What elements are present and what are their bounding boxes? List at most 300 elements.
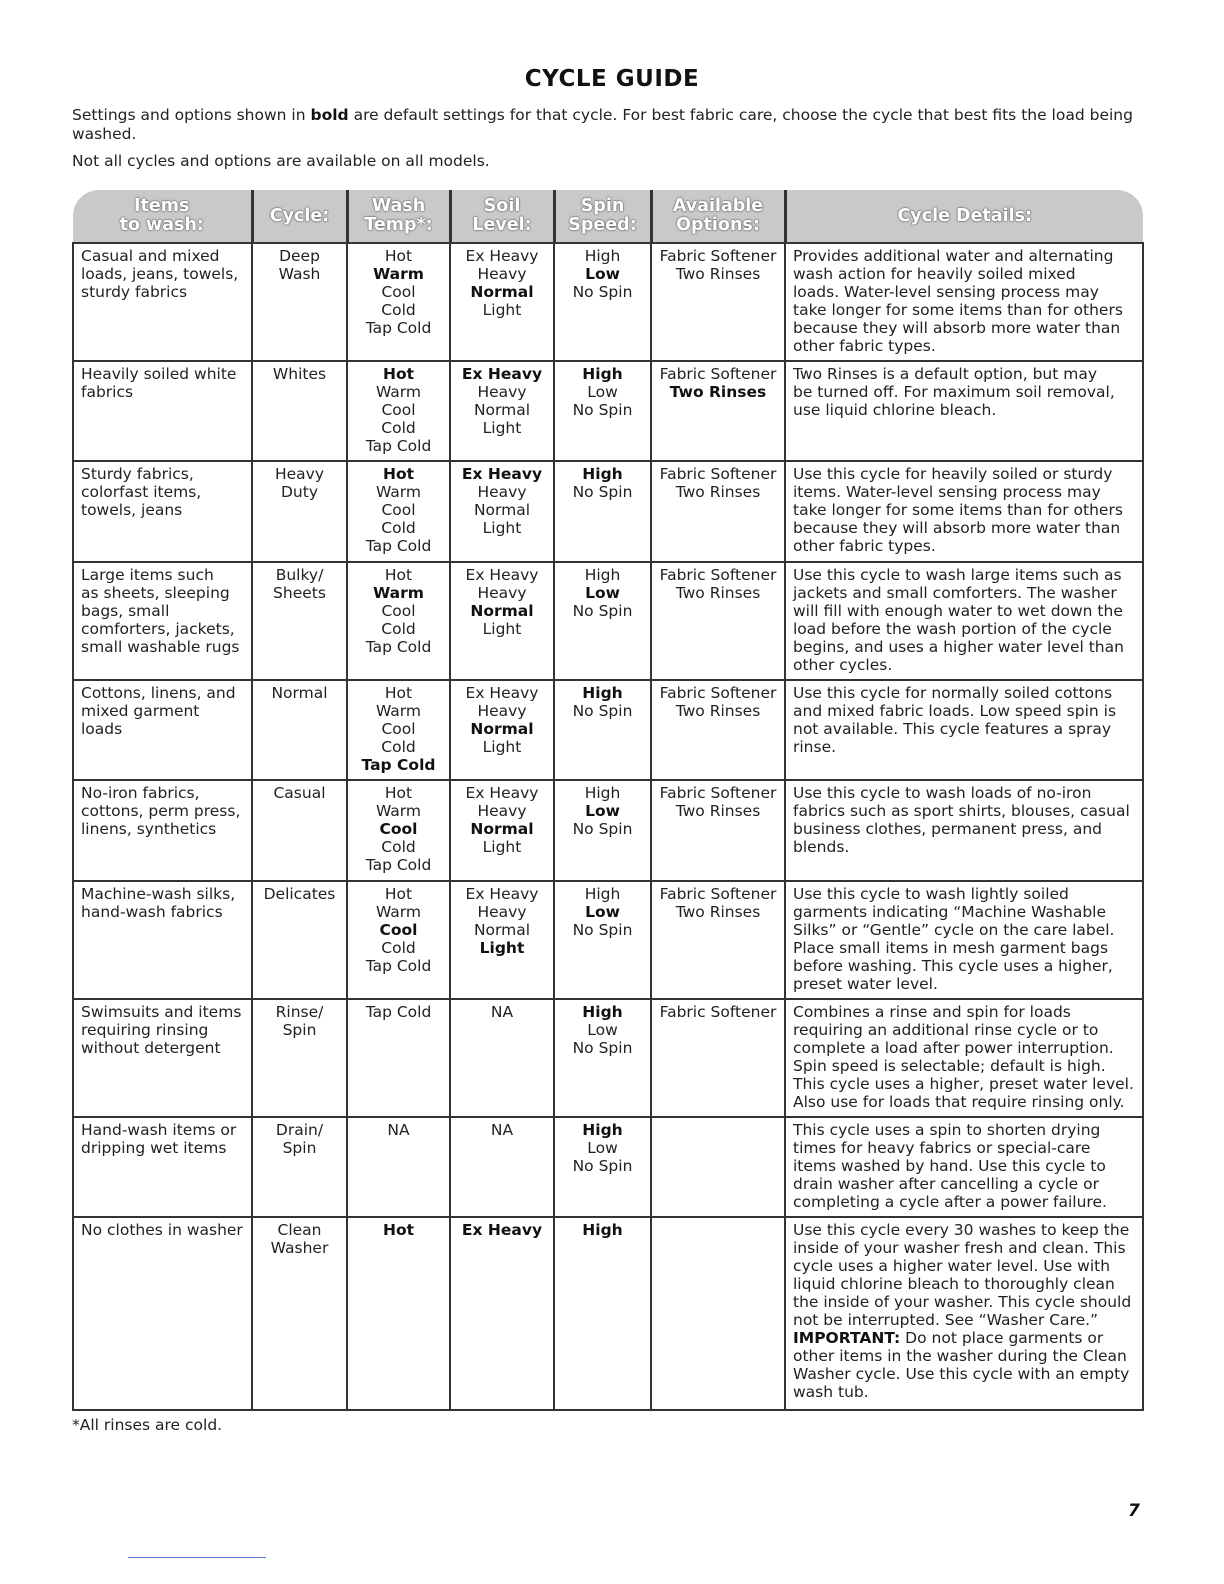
spin-speed-value: No Spin	[572, 1039, 633, 1057]
table-row	[73, 461, 1143, 562]
spin-speed-value: No Spin	[572, 702, 633, 720]
spin-speed-cell	[554, 243, 651, 361]
wash-temp-value: Tap Cold	[365, 319, 432, 337]
items-value: linens, synthetics	[81, 820, 217, 838]
cycle-guide-table-wrapper	[72, 190, 1142, 1411]
soil-level-value: Heavy	[477, 383, 527, 401]
soil-level-value: Light	[482, 301, 522, 319]
wash-temp-value: Cool	[381, 401, 416, 419]
cycle-details-value: because they will absorb more water than	[793, 519, 1121, 537]
important-text-value: wash tub.	[793, 1383, 869, 1401]
wash-temp-cell	[347, 881, 450, 999]
header-soil-level	[450, 190, 554, 243]
soil-level-value: Heavy	[477, 702, 527, 720]
spin-speed-cell	[554, 680, 651, 780]
spin-speed-value: Low	[587, 1021, 618, 1039]
soil-level-value: Light	[482, 838, 522, 856]
cycle-details-value: Use this cycle for heavily soiled or sturdy	[793, 465, 1113, 483]
available-options-value: Two Rinses	[675, 903, 761, 921]
header-line: Level:	[472, 215, 532, 235]
cycle-value: Delicates	[263, 885, 336, 903]
cycle-details-value: other cycles.	[793, 656, 893, 674]
cycle-value: Washer	[270, 1239, 329, 1257]
items-cell	[73, 999, 252, 1117]
wash-temp-value: Tap Cold	[365, 638, 432, 656]
spin-speed-value: No Spin	[572, 921, 633, 939]
soil-level-value: Ex Heavy	[465, 885, 539, 903]
soil-level-value: Heavy	[477, 265, 527, 283]
available-options-cell	[651, 999, 785, 1117]
header-line: to wash:	[119, 215, 204, 235]
soil-level-cell	[450, 243, 554, 361]
header-line: Soil	[483, 196, 521, 216]
available-options-value: Fabric Softener	[659, 1003, 777, 1021]
soil-level-cell	[450, 361, 554, 461]
header-line: Items	[134, 196, 190, 216]
header-cycle-details	[785, 190, 1143, 243]
items-cell	[73, 361, 252, 461]
items-cell	[73, 461, 252, 562]
cycle-details-value: the inside of your washer. This cycle should	[793, 1293, 1132, 1311]
wash-temp-value: Cool	[379, 921, 418, 939]
items-value: comforters, jackets,	[81, 620, 235, 638]
spin-speed-value: Low	[585, 903, 620, 921]
wash-temp-value: Hot	[382, 365, 415, 383]
cycle-details-value: Use this cycle to wash large items such as	[793, 566, 1122, 584]
soil-level-value: NA	[490, 1121, 514, 1139]
available-options-cell	[651, 243, 785, 361]
wash-temp-value: Hot	[384, 684, 413, 702]
wash-temp-value: Hot	[382, 465, 415, 483]
footnote: *All rinses are cold.	[72, 1416, 223, 1434]
table-row	[73, 243, 1143, 361]
wash-temp-value: Hot	[384, 566, 413, 584]
items-cell	[73, 243, 252, 361]
spin-speed-value: High	[582, 1003, 623, 1021]
cycle-details-value: load before the wash portion of the cycle	[793, 620, 1112, 638]
header-line: Spin	[580, 196, 625, 216]
available-options-value: Fabric Softener	[659, 365, 777, 383]
header-line: Cycle Details:	[897, 205, 1033, 226]
available-options-cell	[651, 361, 785, 461]
cycle-details-value: inside of your washer fresh and clean. This	[793, 1239, 1126, 1257]
header-wash-temp	[347, 190, 450, 243]
wash-temp-value: Tap Cold	[365, 957, 432, 975]
cycle-details-value: garments indicating “Machine Washable	[793, 903, 1106, 921]
soil-level-value: Heavy	[477, 802, 527, 820]
cycle-cell	[252, 999, 347, 1117]
header-line: Cycle:	[269, 205, 330, 226]
cycle-details-value: This cycle uses a higher, preset water level.	[793, 1075, 1134, 1093]
items-value: bags, small	[81, 602, 170, 620]
soil-level-value: NA	[490, 1003, 514, 1021]
important-text-value: Washer cycle. Use this cycle with an empty	[793, 1365, 1130, 1383]
cycle-cell	[252, 1117, 347, 1217]
cycle-details-value: preset water level.	[793, 975, 938, 993]
spin-speed-value: High	[582, 365, 623, 383]
available-options-value: Fabric Softener	[659, 885, 777, 903]
spin-speed-value: High	[582, 1121, 623, 1139]
wash-temp-value: Hot	[384, 247, 413, 265]
wash-temp-value: Warm	[373, 584, 424, 602]
wash-temp-value: Cold	[381, 301, 416, 319]
cycle-details-value: Combines a rinse and spin for loads	[793, 1003, 1071, 1021]
cycle-details-value: not available. This cycle features a spray	[793, 720, 1112, 738]
cycle-details-cell	[785, 243, 1143, 361]
soil-level-value: Normal	[473, 501, 531, 519]
soil-level-cell	[450, 1117, 554, 1217]
cycle-value: Casual	[273, 784, 326, 802]
cycle-value: Sheets	[273, 584, 326, 602]
spin-speed-cell	[554, 780, 651, 881]
cycle-value: Normal	[271, 684, 328, 702]
spin-speed-value: No Spin	[572, 820, 633, 838]
cycle-details-value: Use this cycle to wash lightly soiled	[793, 885, 1069, 903]
wash-temp-value: Cold	[381, 519, 416, 537]
cycle-value: Spin	[282, 1021, 317, 1039]
important-note	[793, 1329, 1138, 1347]
soil-level-value: Ex Heavy	[461, 365, 543, 383]
items-value: fabrics	[81, 383, 134, 401]
spin-speed-value: High	[584, 247, 621, 265]
available-options-value: Fabric Softener	[659, 465, 777, 483]
spin-speed-value: Low	[587, 1139, 618, 1157]
items-value: colorfast items,	[81, 483, 202, 501]
intro-text-start: Settings and options shown in	[72, 106, 311, 124]
available-options-value: Fabric Softener	[659, 784, 777, 802]
available-options-cell	[651, 881, 785, 999]
cycle-details-cell	[785, 780, 1143, 881]
available-options-cell	[651, 1217, 785, 1410]
cycle-value: Clean	[277, 1221, 322, 1239]
soil-level-value: Heavy	[477, 903, 527, 921]
cycle-details-value: Also use for loads that require rinsing only.	[793, 1093, 1125, 1111]
intro-paragraph	[72, 106, 1147, 144]
cycle-cell	[252, 881, 347, 999]
items-value: towels, jeans	[81, 501, 183, 519]
wash-temp-cell	[347, 780, 450, 881]
available-options-cell	[651, 1117, 785, 1217]
spin-speed-value: High	[584, 566, 621, 584]
available-options-cell	[651, 680, 785, 780]
soil-level-cell	[450, 780, 554, 881]
wash-temp-value: NA	[387, 1121, 410, 1139]
wash-temp-value: Cool	[379, 820, 418, 838]
spin-speed-value: No Spin	[572, 283, 633, 301]
cycle-details-value: Two Rinses is a default option, but may	[793, 365, 1098, 383]
cycle-details-value: will fill with enough water to wet down the	[793, 602, 1123, 620]
spin-speed-value: Low	[585, 802, 620, 820]
soil-level-cell	[450, 999, 554, 1117]
cycle-details-cell	[785, 1117, 1143, 1217]
cycle-cell	[252, 1217, 347, 1410]
wash-temp-value: Cold	[381, 738, 416, 756]
items-cell	[73, 780, 252, 881]
soil-level-value: Ex Heavy	[461, 1221, 543, 1239]
items-value: No-iron fabrics,	[81, 784, 200, 802]
spin-speed-value: Low	[587, 383, 618, 401]
spin-speed-value: No Spin	[572, 602, 633, 620]
wash-temp-cell	[347, 562, 450, 680]
soil-level-value: Heavy	[477, 584, 527, 602]
header-line: Wash	[371, 196, 426, 216]
wash-temp-value: Warm	[375, 483, 422, 501]
wash-temp-cell	[347, 680, 450, 780]
cycle-details-value: be turned off. For maximum soil removal,	[793, 383, 1115, 401]
wash-temp-value: Cold	[381, 838, 416, 856]
cycle-value: Duty	[280, 483, 318, 501]
wash-temp-value: Cold	[381, 939, 416, 957]
spin-speed-value: High	[582, 465, 623, 483]
wash-temp-value: Warm	[375, 383, 422, 401]
table-row	[73, 1217, 1143, 1410]
cycle-details-value: drain washer after cancelling a cycle or	[793, 1175, 1099, 1193]
items-value: Sturdy fabrics,	[81, 465, 194, 483]
items-value: Large items such	[81, 566, 214, 584]
wash-temp-value: Tap Cold	[361, 756, 436, 774]
cycle-cell	[252, 461, 347, 562]
header-line: Available	[672, 196, 764, 216]
items-value: cottons, perm press,	[81, 802, 241, 820]
items-value: as sheets, sleeping	[81, 584, 230, 602]
spin-speed-value: High	[582, 1221, 623, 1239]
intro-text-end: are default settings for that cycle. For best fabric care, choose the cycle that best fits the load being washed.	[72, 106, 1133, 143]
items-cell	[73, 680, 252, 780]
soil-level-value: Ex Heavy	[465, 684, 539, 702]
wash-temp-value: Cold	[381, 620, 416, 638]
items-value: Swimsuits and items	[81, 1003, 242, 1021]
available-options-value: Fabric Softener	[659, 566, 777, 584]
items-value: requiring rinsing	[81, 1021, 209, 1039]
cycle-value: Drain/	[275, 1121, 324, 1139]
available-options-value: Two Rinses	[675, 802, 761, 820]
spin-speed-cell	[554, 361, 651, 461]
cycle-details-value: business clothes, permanent press, and	[793, 820, 1102, 838]
items-value: Casual and mixed	[81, 247, 220, 265]
soil-level-value: Normal	[473, 921, 531, 939]
spin-speed-cell	[554, 1217, 651, 1410]
spin-speed-cell	[554, 562, 651, 680]
wash-temp-cell	[347, 999, 450, 1117]
soil-level-value: Light	[482, 620, 522, 638]
cycle-details-value: times for heavy fabrics or special-care	[793, 1139, 1091, 1157]
cycle-details-value: Use this cycle to wash loads of no-iron	[793, 784, 1092, 802]
items-value: dripping wet items	[81, 1139, 227, 1157]
cycle-details-value: because they will absorb more water than	[793, 319, 1121, 337]
soil-level-value: Light	[482, 419, 522, 437]
items-value: sturdy fabrics	[81, 283, 188, 301]
cycle-details-value: and mixed fabric loads. Low speed spin is	[793, 702, 1117, 720]
table-row	[73, 562, 1143, 680]
available-options-cell	[651, 461, 785, 562]
cycle-details-value: completing a cycle after a power failure.	[793, 1193, 1107, 1211]
soil-level-value: Light	[479, 939, 525, 957]
cycle-details-value: loads. Water-level sensing process may	[793, 283, 1099, 301]
items-value: loads, jeans, towels,	[81, 265, 239, 283]
important-text: Do not place garments or	[900, 1329, 1104, 1347]
wash-temp-value: Warm	[375, 903, 422, 921]
wash-temp-value: Tap Cold	[365, 537, 432, 555]
soil-level-value: Heavy	[477, 483, 527, 501]
cycle-value: Wash	[278, 265, 321, 283]
table-row	[73, 361, 1143, 461]
cycle-details-value: requiring an additional rinse cycle or to	[793, 1021, 1099, 1039]
intro-bold-word: bold	[310, 106, 349, 124]
wash-temp-value: Tap Cold	[365, 1003, 432, 1021]
spin-speed-cell	[554, 461, 651, 562]
table-row	[73, 780, 1143, 881]
cycle-details-cell	[785, 881, 1143, 999]
items-cell	[73, 1217, 252, 1410]
wash-temp-value: Cool	[381, 602, 416, 620]
available-options-value: Two Rinses	[675, 702, 761, 720]
page-number: 7	[1128, 1501, 1140, 1521]
table-row	[73, 881, 1143, 999]
wash-temp-value: Cool	[381, 501, 416, 519]
cycle-cell	[252, 361, 347, 461]
cycle-details-value: fabrics such as sport shirts, blouses, casual	[793, 802, 1130, 820]
items-value: small washable rugs	[81, 638, 240, 656]
cycle-details-value: begins, and uses a higher water level than	[793, 638, 1124, 656]
header-spin-speed	[554, 190, 651, 243]
cycle-details-value: items washed by hand. Use this cycle to	[793, 1157, 1106, 1175]
cycle-value: Bulky/	[275, 566, 324, 584]
spin-speed-cell	[554, 1117, 651, 1217]
cycle-details-value: Use this cycle every 30 washes to keep the	[793, 1221, 1130, 1239]
cycle-details-value: other fabric types.	[793, 537, 936, 555]
soil-level-value: Normal	[470, 602, 534, 620]
soil-level-value: Ex Heavy	[465, 247, 539, 265]
table-row	[73, 999, 1143, 1117]
cycle-details-value: liquid chlorine bleach to thoroughly clean	[793, 1275, 1115, 1293]
items-value: without detergent	[81, 1039, 221, 1057]
wash-temp-value: Cold	[381, 419, 416, 437]
spin-speed-value: High	[584, 784, 621, 802]
spin-speed-value: No Spin	[572, 1157, 633, 1175]
cycle-details-value: cycle uses a higher water level. Use with	[793, 1257, 1111, 1275]
spin-speed-value: High	[584, 885, 621, 903]
available-options-value: Two Rinses	[669, 383, 767, 401]
items-value: loads	[81, 720, 123, 738]
cycle-value: Whites	[272, 365, 327, 383]
cycle-details-value: Provides additional water and alternating	[793, 247, 1114, 265]
wash-temp-value: Tap Cold	[365, 856, 432, 874]
wash-temp-value: Warm	[375, 702, 422, 720]
items-value: Cottons, linens, and	[81, 684, 236, 702]
cycle-details-value: items. Water-level sensing process may	[793, 483, 1101, 501]
header-items	[73, 190, 252, 243]
soil-level-value: Ex Heavy	[465, 784, 539, 802]
soil-level-value: Ex Heavy	[461, 465, 543, 483]
cycle-details-value: jackets and small comforters. The washer	[793, 584, 1117, 602]
cycle-details-value: blends.	[793, 838, 850, 856]
cycle-details-value: complete a load after power interruption.	[793, 1039, 1114, 1057]
cycle-details-value: Spin speed is selectable; default is high.	[793, 1057, 1106, 1075]
spin-speed-value: High	[582, 684, 623, 702]
soil-level-value: Normal	[470, 720, 534, 738]
cycle-details-value: before washing. This cycle uses a higher,	[793, 957, 1113, 975]
cycle-details-value: rinse.	[793, 738, 837, 756]
available-options-value: Two Rinses	[675, 483, 761, 501]
soil-level-value: Normal	[470, 283, 534, 301]
cycle-details-value: Use this cycle for normally soiled cottons	[793, 684, 1113, 702]
spin-speed-value: Low	[585, 584, 620, 602]
items-value: mixed garment	[81, 702, 200, 720]
cycle-details-value: use liquid chlorine bleach.	[793, 401, 997, 419]
cycle-details-cell	[785, 361, 1143, 461]
header-line: Options:	[676, 215, 760, 235]
wash-temp-value: Hot	[384, 885, 413, 903]
cycle-details-cell	[785, 562, 1143, 680]
cycle-details-value: Silks” or “Gentle” cycle on the care label.	[793, 921, 1115, 939]
soil-level-cell	[450, 1217, 554, 1410]
available-options-cell	[651, 780, 785, 881]
wash-temp-cell	[347, 461, 450, 562]
cycle-value: Spin	[282, 1139, 317, 1157]
wash-temp-value: Tap Cold	[365, 437, 432, 455]
wash-temp-cell	[347, 1217, 450, 1410]
cycle-details-value: This cycle uses a spin to shorten drying	[793, 1121, 1101, 1139]
soil-level-cell	[450, 680, 554, 780]
wash-temp-cell	[347, 1117, 450, 1217]
cycle-cell	[252, 780, 347, 881]
cycle-details-value: wash action for heavily soiled mixed	[793, 265, 1076, 283]
wash-temp-value: Hot	[384, 784, 413, 802]
table-header-row	[73, 190, 1143, 243]
cycle-cell	[252, 243, 347, 361]
spin-speed-cell	[554, 881, 651, 999]
footer-rule	[128, 1557, 266, 1558]
table-row	[73, 680, 1143, 780]
cycle-value: Rinse/	[275, 1003, 324, 1021]
soil-level-value: Normal	[470, 820, 534, 838]
cycle-details-cell	[785, 999, 1143, 1117]
soil-level-value: Ex Heavy	[465, 566, 539, 584]
page-title: CYCLE GUIDE	[524, 66, 700, 92]
cycle-details-cell	[785, 680, 1143, 780]
items-cell	[73, 562, 252, 680]
cycle-details-value: other fabric types.	[793, 337, 936, 355]
wash-temp-cell	[347, 361, 450, 461]
soil-level-cell	[450, 881, 554, 999]
items-value: Heavily soiled white	[81, 365, 237, 383]
spin-speed-value: Low	[585, 265, 620, 283]
important-label: IMPORTANT:	[793, 1329, 901, 1347]
wash-temp-cell	[347, 243, 450, 361]
cycle-cell	[252, 562, 347, 680]
important-text-value: other items in the washer during the Clean	[793, 1347, 1127, 1365]
available-options-value: Two Rinses	[675, 265, 761, 283]
cycle-value: Deep	[279, 247, 320, 265]
cycle-details-value: Place small items in mesh garment bags	[793, 939, 1109, 957]
spin-speed-value: No Spin	[572, 483, 633, 501]
cycle-guide-table	[72, 190, 1144, 1411]
items-cell	[73, 881, 252, 999]
wash-temp-value: Warm	[373, 265, 424, 283]
available-options-value: Fabric Softener	[659, 684, 777, 702]
cycle-cell	[252, 680, 347, 780]
items-value: Machine-wash silks,	[81, 885, 236, 903]
header-available-options	[651, 190, 785, 243]
table-row	[73, 1117, 1143, 1217]
wash-temp-value: Warm	[375, 802, 422, 820]
wash-temp-value: Hot	[382, 1221, 415, 1239]
items-value: hand-wash fabrics	[81, 903, 223, 921]
cycle-details-value: not be interrupted. See “Washer Care.”	[793, 1311, 1099, 1329]
cycle-details-cell	[785, 461, 1143, 562]
cycle-details-value: take longer for some items than for others	[793, 501, 1123, 519]
soil-level-value: Light	[482, 519, 522, 537]
